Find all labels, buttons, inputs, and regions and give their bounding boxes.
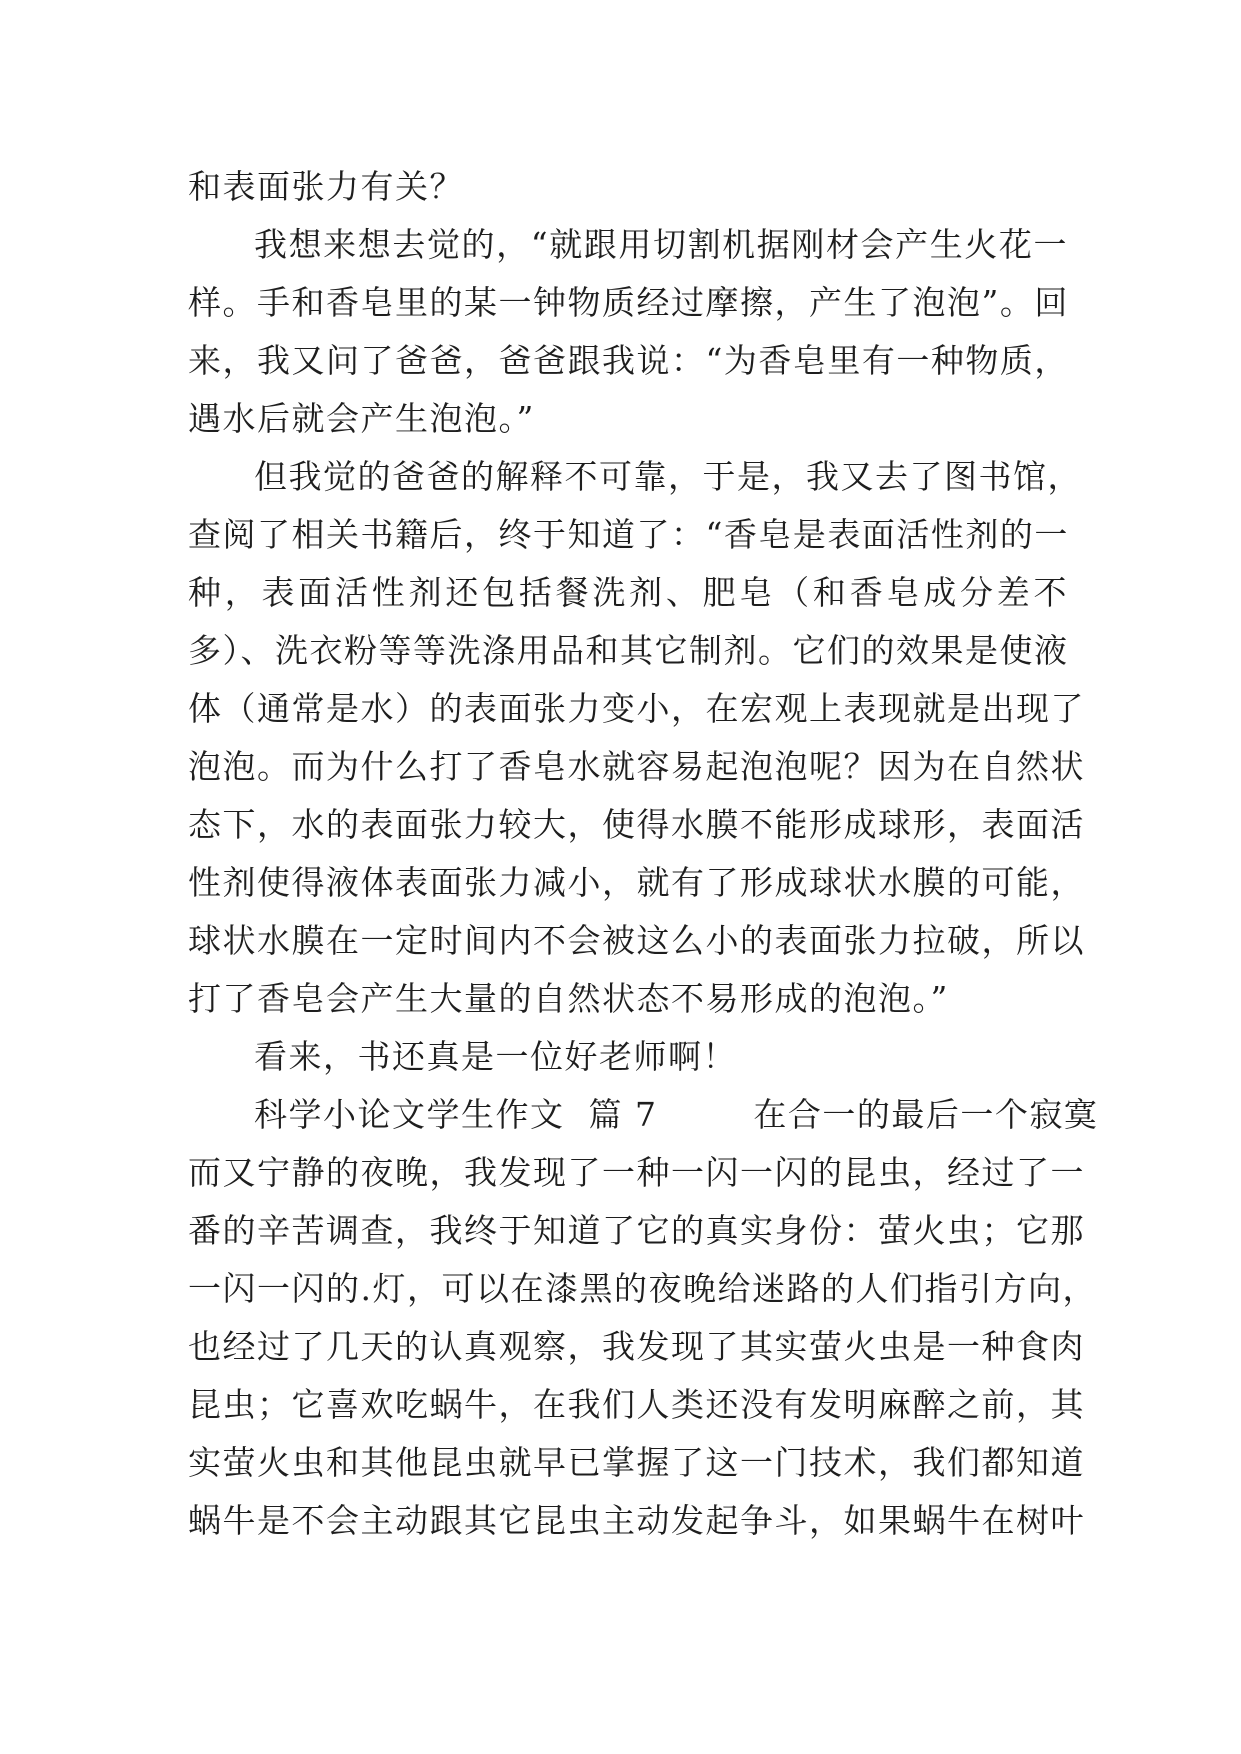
text-line: 和表面张力有关？ (188, 167, 464, 206)
text-line: 查阅了相关书籍后，终于知道了：“香皂是表面活性剂的一 (188, 515, 1069, 554)
text-line: 昆虫；它喜欢吃蜗牛，在我们人类还没有发明麻醉之前，其 (188, 1385, 1085, 1424)
text-line: 球状水膜在一定时间内不会被这么小的表面张力拉破，所以 (188, 921, 1085, 960)
text-line: 而又宁静的夜晚，我发现了一种一闪一闪的昆虫，经过了一 (188, 1153, 1085, 1192)
text-line: 一闪一闪的.灯，可以在漆黑的夜晚给迷路的人们指引方向， (188, 1269, 1097, 1308)
text-line: 蜗牛是不会主动跟其它昆虫主动发起争斗，如果蜗牛在树叶 (188, 1501, 1085, 1540)
text-line: 番的辛苦调查，我终于知道了它的真实身份：萤火虫；它那 (188, 1211, 1085, 1250)
text-line: 来，我又问了爸爸，爸爸跟我说：“为香皂里有一种物质， (188, 341, 1069, 380)
text-line: 多）、洗衣粉等等洗涤用品和其它制剂。它们的效果是使液 (188, 631, 1069, 670)
text-line: 打了香皂会产生大量的自然状态不易形成的泡泡。” (188, 979, 949, 1018)
paragraph-start-line: 看来，书还真是一位好老师啊！ (254, 1037, 737, 1076)
text-line: 态下，水的表面张力较大，使得水膜不能形成球形，表面活 (188, 805, 1085, 844)
essay-body (188, 158, 1099, 1550)
text-line: 泡泡。而为什么打了香皂水就容易起泡泡呢？因为在自然状 (188, 747, 1085, 786)
section-heading-line: 科学小论文学生作文 篇 7 在合一的最后一个寂寞 (254, 1095, 1099, 1134)
text-line: 样。手和香皂里的某一钟物质经过摩擦，产生了泡泡”。回 (188, 283, 1069, 322)
text-line: 也经过了几天的认真观察，我发现了其实萤火虫是一种食肉 (188, 1327, 1085, 1366)
text-line: 体（通常是水）的表面张力变小，在宏观上表现就是出现了 (188, 689, 1085, 728)
text-line: 种，表面活性剂还包括餐洗剂、肥皂（和香皂成分差不 (188, 573, 1068, 612)
text-line: 实萤火虫和其他昆虫就早已掌握了这一门技术，我们都知道 (188, 1443, 1085, 1482)
paragraph-start-line: 我想来想去觉的，“就跟用切割机据刚材会产生火花一 (254, 225, 1068, 264)
text-line: 性剂使得液体表面张力减小，就有了形成球状水膜的可能， (188, 863, 1085, 902)
text-line: 遇水后就会产生泡泡。” (188, 399, 535, 438)
paragraph-start-line: 但我觉的爸爸的解释不可靠，于是，我又去了图书馆， (254, 457, 1082, 496)
